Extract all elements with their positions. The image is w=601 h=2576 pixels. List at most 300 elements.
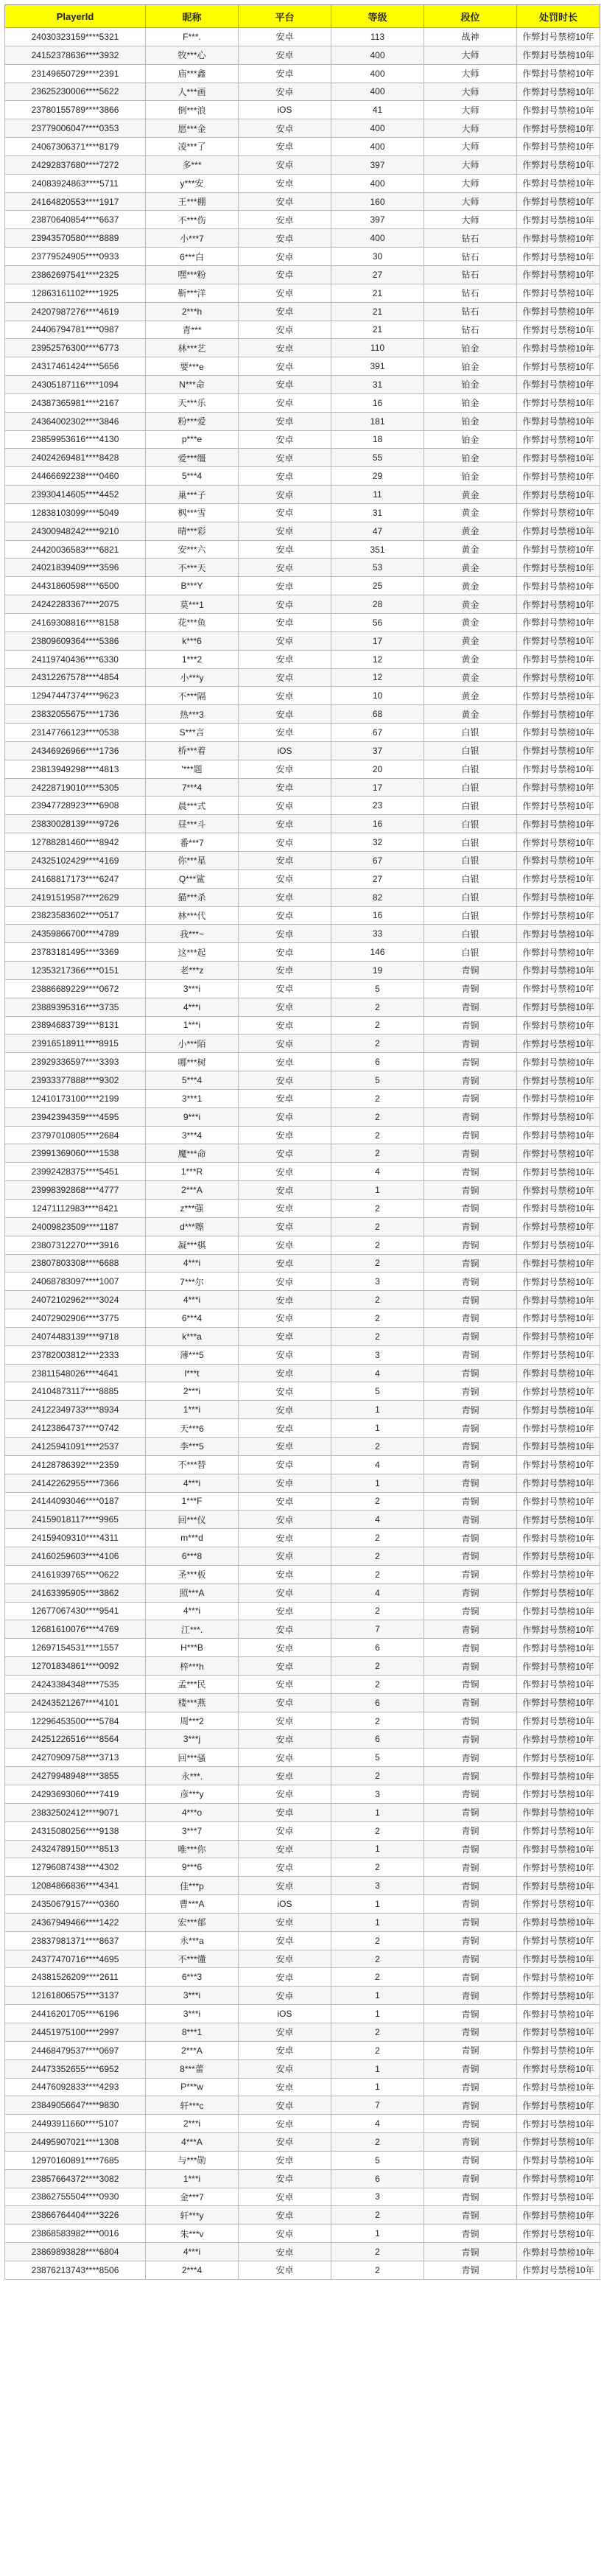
penalty-cell: 作弊封号禁榜10年: [517, 467, 600, 486]
penalty-cell: 作弊封号禁榜10年: [517, 1474, 600, 1492]
level-cell: 20: [331, 760, 424, 778]
player-id-cell: 23868583982****0016: [5, 2225, 146, 2243]
level-cell: 5: [331, 2151, 424, 2169]
platform-cell: 安卓: [239, 705, 331, 724]
player-id-cell: 23859953616****4130: [5, 430, 146, 449]
level-cell: 5: [331, 1749, 424, 1767]
penalty-cell: 作弊封号禁榜10年: [517, 1675, 600, 1693]
platform-cell: 安卓: [239, 760, 331, 778]
player-id-cell: 24191519587****2629: [5, 888, 146, 906]
rank-cell: 钻石: [424, 284, 517, 302]
table-row: [5, 540, 600, 559]
penalty-cell: 作弊封号禁榜10年: [517, 302, 600, 321]
level-cell: 82: [331, 888, 424, 906]
rank-cell: 黄金: [424, 687, 517, 705]
rank-cell: 青铜: [424, 1620, 517, 1639]
rank-cell: 青铜: [424, 1858, 517, 1877]
player-id-cell: 12296453500****5784: [5, 1712, 146, 1730]
player-id-cell: 24476092833****4293: [5, 2078, 146, 2096]
rank-cell: 青铜: [424, 2041, 517, 2059]
table-row: [5, 1547, 600, 1566]
table-row: [5, 1730, 600, 1749]
penalty-cell: 作弊封号禁榜10年: [517, 1107, 600, 1126]
nickname-cell: B***Y: [146, 577, 239, 595]
table-row: [5, 503, 600, 522]
nickname-cell: 4***i: [146, 1291, 239, 1309]
rank-cell: 青铜: [424, 1529, 517, 1547]
rank-cell: 黄金: [424, 503, 517, 522]
table-row: [5, 724, 600, 742]
platform-cell: 安卓: [239, 321, 331, 339]
platform-cell: 安卓: [239, 393, 331, 412]
ban-list-table: [4, 4, 600, 2280]
nickname-cell: 花***鱼: [146, 614, 239, 632]
platform-cell: 安卓: [239, 614, 331, 632]
penalty-cell: 作弊封号禁榜10年: [517, 1821, 600, 1840]
platform-cell: 安卓: [239, 724, 331, 742]
player-id-cell: 23783181495****3369: [5, 943, 146, 962]
player-id-cell: 24104873117****8885: [5, 1382, 146, 1401]
level-cell: 25: [331, 577, 424, 595]
player-id-cell: 23832055675****1736: [5, 705, 146, 724]
player-id-cell: 12863161102****1925: [5, 284, 146, 302]
table-row: [5, 449, 600, 467]
player-id-cell: 24243521267****4101: [5, 1693, 146, 1712]
table-row: [5, 2151, 600, 2169]
table-row: [5, 155, 600, 174]
level-cell: 33: [331, 925, 424, 943]
nickname-cell: 唯***你: [146, 1840, 239, 1858]
penalty-cell: 作弊封号禁榜10年: [517, 833, 600, 852]
penalty-cell: 作弊封号禁榜10年: [517, 2005, 600, 2023]
rank-cell: 青铜: [424, 1437, 517, 1455]
level-cell: 110: [331, 339, 424, 357]
level-cell: 2: [331, 1529, 424, 1547]
table-row: [5, 1492, 600, 1511]
penalty-cell: 作弊封号禁榜10年: [517, 486, 600, 504]
header-level: 等级: [331, 5, 424, 28]
rank-cell: 青铜: [424, 1693, 517, 1712]
penalty-cell: 作弊封号禁榜10年: [517, 1401, 600, 1419]
level-cell: 12: [331, 650, 424, 668]
platform-cell: 安卓: [239, 1254, 331, 1273]
nickname-cell: z***强: [146, 1200, 239, 1218]
level-cell: 1: [331, 1181, 424, 1200]
penalty-cell: 作弊封号禁榜10年: [517, 1877, 600, 1895]
player-id-cell: 24083924863****5711: [5, 174, 146, 192]
level-cell: 17: [331, 631, 424, 650]
table-row: [5, 1016, 600, 1035]
penalty-cell: 作弊封号禁榜10年: [517, 339, 600, 357]
nickname-cell: 你***星: [146, 851, 239, 869]
platform-cell: 安卓: [239, 1620, 331, 1639]
table-row: [5, 962, 600, 980]
penalty-cell: 作弊封号禁榜10年: [517, 2078, 600, 2096]
rank-cell: 青铜: [424, 1181, 517, 1200]
penalty-cell: 作弊封号禁榜10年: [517, 1217, 600, 1236]
table-row: [5, 1749, 600, 1767]
penalty-cell: 作弊封号禁榜10年: [517, 1455, 600, 1474]
player-id-cell: 24381526209****2611: [5, 1968, 146, 1987]
penalty-cell: 作弊封号禁榜10年: [517, 614, 600, 632]
rank-cell: 青铜: [424, 1053, 517, 1071]
player-id-cell: 24161939765****0622: [5, 1565, 146, 1583]
player-id-cell: 12701834861****0092: [5, 1657, 146, 1676]
platform-cell: 安卓: [239, 2188, 331, 2206]
level-cell: 2: [331, 1547, 424, 1566]
rank-cell: 青铜: [424, 1309, 517, 1328]
penalty-cell: 作弊封号禁榜10年: [517, 2261, 600, 2279]
nickname-cell: 4***i: [146, 1602, 239, 1620]
rank-cell: 大师: [424, 174, 517, 192]
rank-cell: 白银: [424, 943, 517, 962]
player-id-cell: 12353217366****0151: [5, 962, 146, 980]
player-id-cell: 24119740436****6330: [5, 650, 146, 668]
penalty-cell: 作弊封号禁榜10年: [517, 174, 600, 192]
player-id-cell: 23998392868****4777: [5, 1181, 146, 1200]
nickname-cell: 2***i: [146, 2115, 239, 2133]
nickname-cell: 番***7: [146, 833, 239, 852]
table-row: [5, 64, 600, 83]
level-cell: 1: [331, 1401, 424, 1419]
table-row: [5, 138, 600, 156]
rank-cell: 青铜: [424, 1821, 517, 1840]
table-row: [5, 2023, 600, 2041]
nickname-cell: N***命: [146, 376, 239, 394]
platform-cell: 安卓: [239, 64, 331, 83]
level-cell: 6: [331, 2169, 424, 2188]
table-row: [5, 979, 600, 998]
rank-cell: 青铜: [424, 1767, 517, 1785]
player-id-cell: 23830028139****9726: [5, 815, 146, 833]
platform-cell: 安卓: [239, 1785, 331, 1804]
platform-cell: 安卓: [239, 1931, 331, 1950]
penalty-cell: 作弊封号禁榜10年: [517, 1529, 600, 1547]
nickname-cell: 4***i: [146, 998, 239, 1016]
player-id-cell: 24009823509****1187: [5, 1217, 146, 1236]
platform-cell: 安卓: [239, 2133, 331, 2152]
player-id-cell: 24024269481****8428: [5, 449, 146, 467]
rank-cell: 青铜: [424, 1877, 517, 1895]
table-row: [5, 1511, 600, 1529]
platform-cell: 安卓: [239, 2151, 331, 2169]
rank-cell: 大师: [424, 46, 517, 64]
nickname-cell: 回***仪: [146, 1511, 239, 1529]
player-id-cell: 24159409310****4311: [5, 1529, 146, 1547]
platform-cell: 安卓: [239, 2261, 331, 2279]
penalty-cell: 作弊封号禁榜10年: [517, 979, 600, 998]
penalty-cell: 作弊封号禁榜10年: [517, 2243, 600, 2261]
penalty-cell: 作弊封号禁榜10年: [517, 1126, 600, 1144]
player-id-cell: 24142262955****7366: [5, 1474, 146, 1492]
level-cell: 1: [331, 1474, 424, 1492]
nickname-cell: 8***蕾: [146, 2059, 239, 2078]
platform-cell: 安卓: [239, 174, 331, 192]
platform-cell: 安卓: [239, 1437, 331, 1455]
platform-cell: 安卓: [239, 943, 331, 962]
penalty-cell: 作弊封号禁榜10年: [517, 449, 600, 467]
nickname-cell: 6***8: [146, 1547, 239, 1566]
player-id-cell: 24125941091****2537: [5, 1437, 146, 1455]
player-id-cell: 24367949466****1422: [5, 1913, 146, 1931]
table-row: [5, 1291, 600, 1309]
table-row: [5, 1107, 600, 1126]
platform-cell: 安卓: [239, 28, 331, 46]
penalty-cell: 作弊封号禁榜10年: [517, 1492, 600, 1511]
level-cell: 181: [331, 412, 424, 430]
rank-cell: 青铜: [424, 1291, 517, 1309]
rank-cell: 大师: [424, 119, 517, 138]
level-cell: 19: [331, 962, 424, 980]
nickname-cell: 不***替: [146, 1455, 239, 1474]
penalty-cell: 作弊封号禁榜10年: [517, 138, 600, 156]
table-row: [5, 595, 600, 614]
level-cell: 6: [331, 1053, 424, 1071]
rank-cell: 青铜: [424, 1200, 517, 1218]
platform-cell: 安卓: [239, 1639, 331, 1657]
rank-cell: 青铜: [424, 1035, 517, 1053]
table-row: [5, 1602, 600, 1620]
rank-cell: 青铜: [424, 2261, 517, 2279]
rank-cell: 白银: [424, 906, 517, 925]
platform-cell: 安卓: [239, 1602, 331, 1620]
table-row: [5, 1309, 600, 1328]
table-row: [5, 83, 600, 101]
level-cell: 2: [331, 2243, 424, 2261]
penalty-cell: 作弊封号禁榜10年: [517, 1583, 600, 1602]
platform-cell: 安卓: [239, 2206, 331, 2225]
player-id-cell: 23862697541****2325: [5, 265, 146, 284]
penalty-cell: 作弊封号禁榜10年: [517, 1565, 600, 1583]
table-row: [5, 211, 600, 229]
rank-cell: 白银: [424, 833, 517, 852]
nickname-cell: 凝***棋: [146, 1236, 239, 1254]
player-id-cell: 24122349733****8934: [5, 1401, 146, 1419]
nickname-cell: 这***起: [146, 943, 239, 962]
player-id-cell: 23869893828****6804: [5, 2243, 146, 2261]
nickname-cell: 1***F: [146, 1492, 239, 1511]
nickname-cell: 轩***y: [146, 2206, 239, 2225]
platform-cell: 安卓: [239, 486, 331, 504]
level-cell: 4: [331, 1511, 424, 1529]
player-id-cell: 24251226516****8564: [5, 1730, 146, 1749]
nickname-cell: 7***尔: [146, 1273, 239, 1291]
table-row: [5, 650, 600, 668]
nickname-cell: 轩***c: [146, 2096, 239, 2115]
rank-cell: 青铜: [424, 2169, 517, 2188]
rank-cell: 铂金: [424, 467, 517, 486]
nickname-cell: 4***o: [146, 1803, 239, 1821]
table-row: [5, 1950, 600, 1968]
level-cell: 2: [331, 1291, 424, 1309]
table-row: [5, 1053, 600, 1071]
rank-cell: 大师: [424, 192, 517, 211]
nickname-cell: 小***y: [146, 668, 239, 687]
platform-cell: 安卓: [239, 467, 331, 486]
rank-cell: 青铜: [424, 2005, 517, 2023]
level-cell: 160: [331, 192, 424, 211]
platform-cell: 安卓: [239, 522, 331, 540]
nickname-cell: 晴***彩: [146, 522, 239, 540]
level-cell: 2: [331, 1858, 424, 1877]
nickname-cell: 3***7: [146, 1821, 239, 1840]
table-row: [5, 1181, 600, 1200]
header-penalty: 处罚时长: [517, 5, 600, 28]
nickname-cell: 1***i: [146, 1016, 239, 1035]
penalty-cell: 作弊封号禁榜10年: [517, 265, 600, 284]
table-row: [5, 1675, 600, 1693]
penalty-cell: 作弊封号禁榜10年: [517, 1913, 600, 1931]
platform-cell: 安卓: [239, 1730, 331, 1749]
player-id-cell: 23837981371****8637: [5, 1931, 146, 1950]
nickname-cell: 2***4: [146, 2261, 239, 2279]
nickname-cell: 2***i: [146, 1382, 239, 1401]
penalty-cell: 作弊封号禁榜10年: [517, 1382, 600, 1401]
nickname-cell: 多***: [146, 155, 239, 174]
platform-cell: 安卓: [239, 1565, 331, 1583]
table-row: [5, 522, 600, 540]
penalty-cell: 作弊封号禁榜10年: [517, 1345, 600, 1364]
table-row: [5, 741, 600, 760]
nickname-cell: 老***z: [146, 962, 239, 980]
player-id-cell: 24159018117****9965: [5, 1511, 146, 1529]
level-cell: 31: [331, 376, 424, 394]
rank-cell: 青铜: [424, 1345, 517, 1364]
level-cell: 4: [331, 1163, 424, 1181]
player-id-cell: 23832502412****9071: [5, 1803, 146, 1821]
nickname-cell: 9***6: [146, 1858, 239, 1877]
nickname-cell: H***B: [146, 1639, 239, 1657]
rank-cell: 青铜: [424, 2206, 517, 2225]
platform-cell: 安卓: [239, 979, 331, 998]
table-row: [5, 1200, 600, 1218]
penalty-cell: 作弊封号禁榜10年: [517, 540, 600, 559]
level-cell: 7: [331, 2096, 424, 2115]
table-row: [5, 1035, 600, 1053]
penalty-cell: 作弊封号禁榜10年: [517, 430, 600, 449]
platform-cell: 安卓: [239, 2023, 331, 2041]
nickname-cell: 晨***式: [146, 797, 239, 815]
level-cell: 2: [331, 1437, 424, 1455]
platform-cell: 安卓: [239, 1200, 331, 1218]
penalty-cell: 作弊封号禁榜10年: [517, 1730, 600, 1749]
level-cell: 16: [331, 906, 424, 925]
rank-cell: 青铜: [424, 1144, 517, 1163]
player-id-cell: 23947728923****6908: [5, 797, 146, 815]
table-row: [5, 906, 600, 925]
penalty-cell: 作弊封号禁榜10年: [517, 1163, 600, 1181]
penalty-cell: 作弊封号禁榜10年: [517, 1309, 600, 1328]
table-row: [5, 1693, 600, 1712]
player-id-cell: 24163395905****3862: [5, 1583, 146, 1602]
level-cell: 2: [331, 1675, 424, 1693]
penalty-cell: 作弊封号禁榜10年: [517, 1053, 600, 1071]
nickname-cell: 与***勋: [146, 2151, 239, 2169]
player-id-cell: 12697154531****1557: [5, 1639, 146, 1657]
level-cell: 397: [331, 155, 424, 174]
table-row: [5, 1455, 600, 1474]
player-id-cell: 24325102429****4169: [5, 851, 146, 869]
platform-cell: 安卓: [239, 631, 331, 650]
penalty-cell: 作弊封号禁榜10年: [517, 1200, 600, 1218]
level-cell: 2: [331, 1126, 424, 1144]
penalty-cell: 作弊封号禁榜10年: [517, 2133, 600, 2152]
rank-cell: 青铜: [424, 1254, 517, 1273]
nickname-cell: 永***.: [146, 1767, 239, 1785]
table-row: [5, 998, 600, 1016]
penalty-cell: 作弊封号禁榜10年: [517, 1035, 600, 1053]
penalty-cell: 作弊封号禁榜10年: [517, 1254, 600, 1273]
platform-cell: 安卓: [239, 1511, 331, 1529]
platform-cell: 安卓: [239, 1309, 331, 1328]
nickname-cell: 2***A: [146, 2041, 239, 2059]
level-cell: 5: [331, 979, 424, 998]
table-row: [5, 2206, 600, 2225]
player-id-cell: 24072902906****3775: [5, 1309, 146, 1328]
table-row: [5, 2059, 600, 2078]
rank-cell: 钻石: [424, 229, 517, 248]
table-row: [5, 1071, 600, 1090]
level-cell: 2: [331, 1035, 424, 1053]
nickname-cell: 小***7: [146, 229, 239, 248]
rank-cell: 青铜: [424, 1657, 517, 1676]
table-row: [5, 1437, 600, 1455]
platform-cell: 安卓: [239, 1089, 331, 1107]
nickname-cell: 要***e: [146, 357, 239, 376]
table-row: [5, 1089, 600, 1107]
platform-cell: 安卓: [239, 540, 331, 559]
player-id-cell: 23797010805****2684: [5, 1126, 146, 1144]
table-row: [5, 851, 600, 869]
player-id-cell: 24168817173****6247: [5, 869, 146, 888]
rank-cell: 青铜: [424, 2243, 517, 2261]
table-row: [5, 357, 600, 376]
platform-cell: 安卓: [239, 503, 331, 522]
penalty-cell: 作弊封号禁榜10年: [517, 724, 600, 742]
platform-cell: 安卓: [239, 833, 331, 852]
player-id-cell: 23813949298****4813: [5, 760, 146, 778]
level-cell: 37: [331, 741, 424, 760]
player-id-cell: 12084866836****4341: [5, 1877, 146, 1895]
nickname-cell: y***安: [146, 174, 239, 192]
nickname-cell: 江***.: [146, 1620, 239, 1639]
player-id-cell: 23780155789****3866: [5, 101, 146, 119]
penalty-cell: 作弊封号禁榜10年: [517, 1016, 600, 1035]
nickname-cell: 4***i: [146, 1254, 239, 1273]
nickname-cell: 金***7: [146, 2188, 239, 2206]
player-id-cell: 23782003812****2333: [5, 1345, 146, 1364]
nickname-cell: 小***陌: [146, 1035, 239, 1053]
platform-cell: 安卓: [239, 925, 331, 943]
penalty-cell: 作弊封号禁榜10年: [517, 321, 600, 339]
level-cell: 2: [331, 2041, 424, 2059]
table-row: [5, 2225, 600, 2243]
nickname-cell: 牧***心: [146, 46, 239, 64]
level-cell: 23: [331, 797, 424, 815]
player-id-cell: 24420036583****6821: [5, 540, 146, 559]
nickname-cell: 哪***树: [146, 1053, 239, 1071]
rank-cell: 青铜: [424, 1913, 517, 1931]
platform-cell: 安卓: [239, 1987, 331, 2005]
nickname-cell: S***言: [146, 724, 239, 742]
player-id-cell: 24207987276****4619: [5, 302, 146, 321]
player-id-cell: 24431860598****6500: [5, 577, 146, 595]
penalty-cell: 作弊封号禁榜10年: [517, 284, 600, 302]
table-row: [5, 1419, 600, 1438]
rank-cell: 青铜: [424, 2151, 517, 2169]
level-cell: 3: [331, 1877, 424, 1895]
platform-cell: 安卓: [239, 1419, 331, 1438]
